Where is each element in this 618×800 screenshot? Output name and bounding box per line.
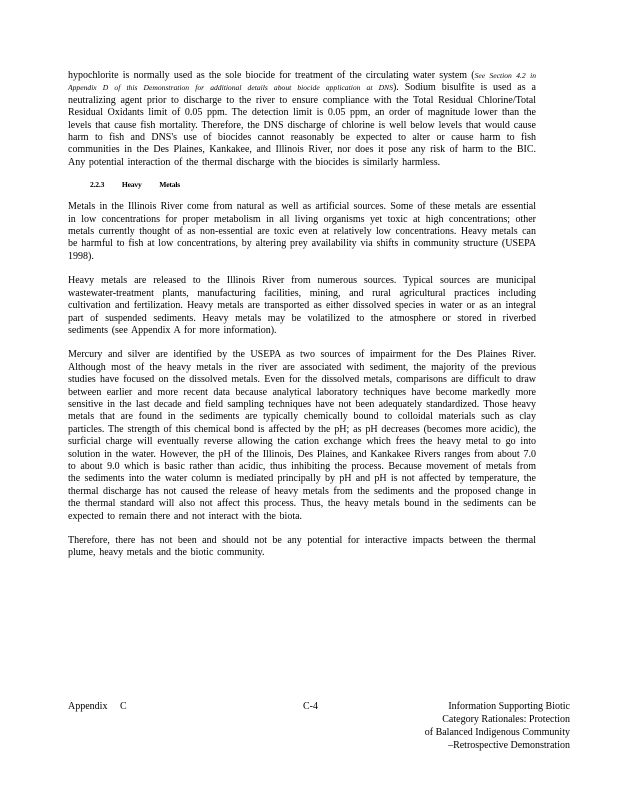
paragraph-biocide: [68, 70, 536, 169]
footer-title-line: Category Rationales: Protection: [442, 714, 570, 725]
footer-title-line: Information Supporting Biotic: [448, 701, 570, 712]
paragraph-mercury-silver: Mercury and silver are identified by the USEPA as two sources of impairment for the Des Plaines River. Although most of the heavy metals in the river are associated with sediment, the majority of the previous studies have focused on the dissolved metals. Even for the dissolved metals, comparisons are difficult to draw between earlier and more recent data because analytical laboratory techniques have become markedly more sensitive in the last decade and field sampling techniques have not been adequately standardized. Those heavy metals that are found in the sediments are typically chemically bound to colloidal materials such as clay particles. The strength of this chemical bond is affected by the pH; as pH decreases (becomes more acidic), the surficial charge will eventually reverse allowing the cation exchange which frees the heavy metal to go into solution in the water. However, the pH of the Illinois, Des Plaines, and Kankakee Rivers ranges from about 7.0 to about 9.0 which is basic rather than acidic, thus inhibiting the process. Because movement of metals from the sediments into the water column is mediated principally by pH and pH is not affected by temperature, the thermal discharge has not caused the release of heavy metals from the sediments and the proposed change in the thermal standard will also not affect this process. Thus, the heavy metals bound in the sediments can be expected to remain there and not interact with the biota.: [68, 349, 536, 522]
page-footer: [68, 700, 570, 760]
footer-page-number: C-4: [303, 701, 318, 712]
paragraph-conclusion: Therefore, there has not been and should not be any potential for interactive impacts between the thermal plume, heavy metals and the biotic community.: [68, 535, 536, 559]
footer-title-line: –Retrospective Demonstration: [448, 740, 570, 751]
footer-title-line: of Balanced Indigenous Community: [424, 727, 570, 738]
footer-section-title: [350, 700, 570, 752]
document-body: [68, 70, 536, 560]
section-reference-note: See Section 4.2 in Appendix D of this Demonstration for additional details about biocide application at DNS: [68, 71, 537, 93]
paragraph-text: hypochlorite is normally used as the sole biocide for treatment of the circulating water system (: [68, 70, 475, 81]
footer-appendix-label: Appendix C: [68, 701, 127, 712]
paragraph-metals-release: Heavy metals are released to the Illinois River from numerous sources. Typical sources are municipal wastewater-treatment plants, manufacturing facilities, mining, and rural agricultural practices including cultivation and fertilization. Heavy metals are transported as either dissolved species in water or as an integral part of suspended sediments. Heavy metals may be volatilized to the atmosphere or stored in riverbed sediments (see Appendix A for more information).: [68, 275, 536, 336]
section-heading-heavy-metals: 2.2.3 Heavy Metals: [90, 180, 180, 190]
paragraph-metals-sources: Metals in the Illinois River come from natural as well as artificial sources. Some of these metals are essential in low concentrations for proper metabolism in all living organisms yet toxic at high concentrations; other metals currently thought of as non-essential are toxic even at relatively low concentrations. Heavy metals can be harmful to fish at low concentrations, by altering prey availability via shifts in community structure (USEPA 1998).: [68, 201, 536, 262]
paragraph-text: ). Sodium bisulfite is used as a neutralizing agent prior to discharge to the river to ensure compliance with the Total Residual Chlorine/Total Residual Oxidants limit of 0.05 ppm. The detection limit is 0.05 ppm, an order of magnitude lower than the levels that cause fish mortality. Therefore, the DNS discharge of chlorine is well below levels that would cause harm to fish and DNS's use of biocides cannot reasonably be expected to alter or cause harm to fish communities in the Des Plaines, Kankakee, and Illinois River, nor does it pose any risk of harm to the BIC. Any potential interaction of the thermal discharge with the biocides is similarly harmless.: [68, 82, 536, 168]
